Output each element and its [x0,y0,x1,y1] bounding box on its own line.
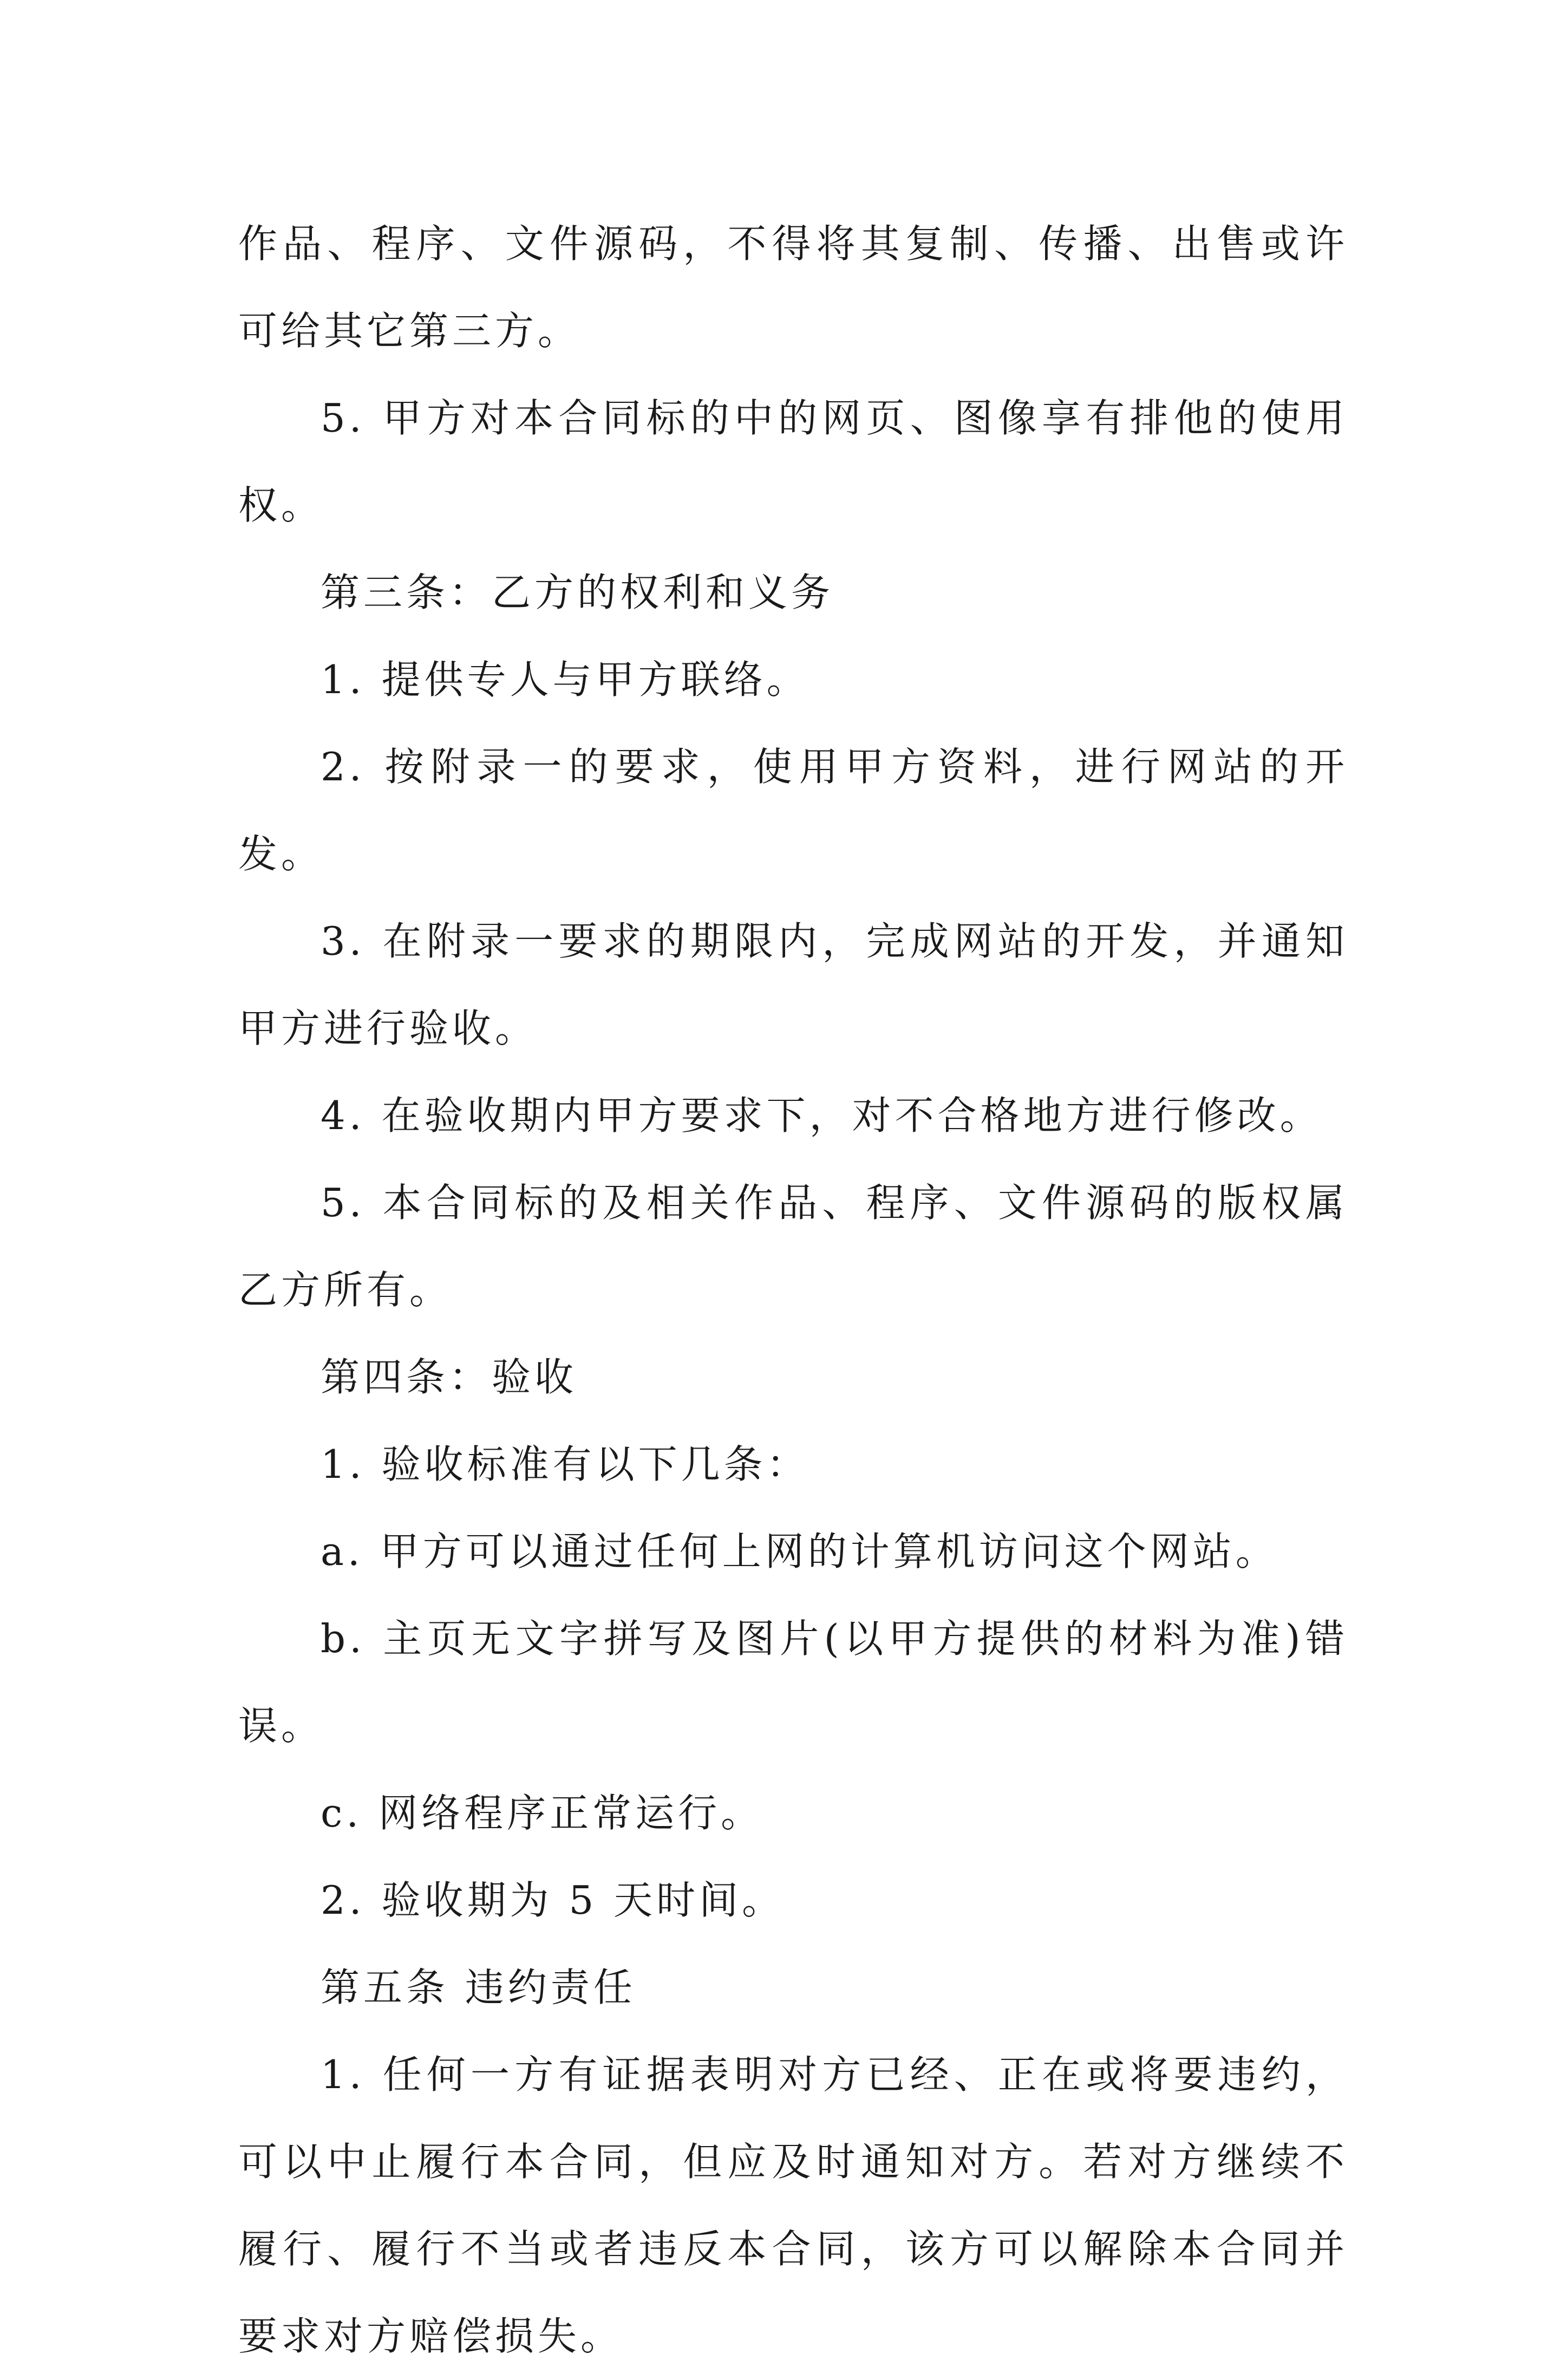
paragraph-clause-4-2: 2. 验收期为 5 天时间。 [321,1877,785,1923]
paragraph-clause-3-1: 1. 提供专人与甲方联络。 [321,657,809,702]
paragraph-clause-4-1: 1. 验收标准有以下几条： [321,1442,809,1487]
paragraph-clause-3-3: 3. 在附录一要求的期限内，完成网站的开发，并通知甲方进行验收。 [238,918,1348,1051]
paragraph-clause-4-1-b: b. 主页无文字拼写及图片(以甲方提供的材料为准)错误。 [238,1616,1348,1749]
section-heading-article-3: 第三条：乙方的权利和义务 [321,570,834,615]
paragraph-clause-3-4: 4. 在验收期内甲方要求下，对不合格地方进行修改。 [321,1093,1323,1138]
paragraph-continuation: 作品、程序、文件源码，不得将其复制、传播、出售或许可给其它第三方。 [238,221,1348,354]
paragraph-clause-5-1: 1. 任何一方有证据表明对方已经、正在或将要违约，可以中止履行本合同，但应及时通知对方。若对方继续不履行、履行不当或者违反本合同，该方可以解除本合同并要求对方赔偿损失。 [238,2052,1348,2359]
paragraph-clause-2-5: 5. 甲方对本合同标的中的网页、图像享有排他的使用权。 [238,395,1348,528]
paragraph-clause-4-1-c: c. 网络程序正常运行。 [321,1790,764,1836]
document-body [238,200,1348,2380]
section-heading-article-4: 第四条：验收 [321,1354,578,1400]
section-heading-article-5: 第五条 违约责任 [321,1965,636,2010]
paragraph-clause-4-1-a: a. 甲方可以通过任何上网的计算机访问这个网站。 [321,1529,1278,1574]
paragraph-clause-3-2: 2. 按附录一的要求，使用甲方资料，进行网站的开发。 [238,744,1348,877]
paragraph-clause-3-5: 5. 本合同标的及相关作品、程序、文件源码的版权属乙方所有。 [238,1180,1348,1313]
